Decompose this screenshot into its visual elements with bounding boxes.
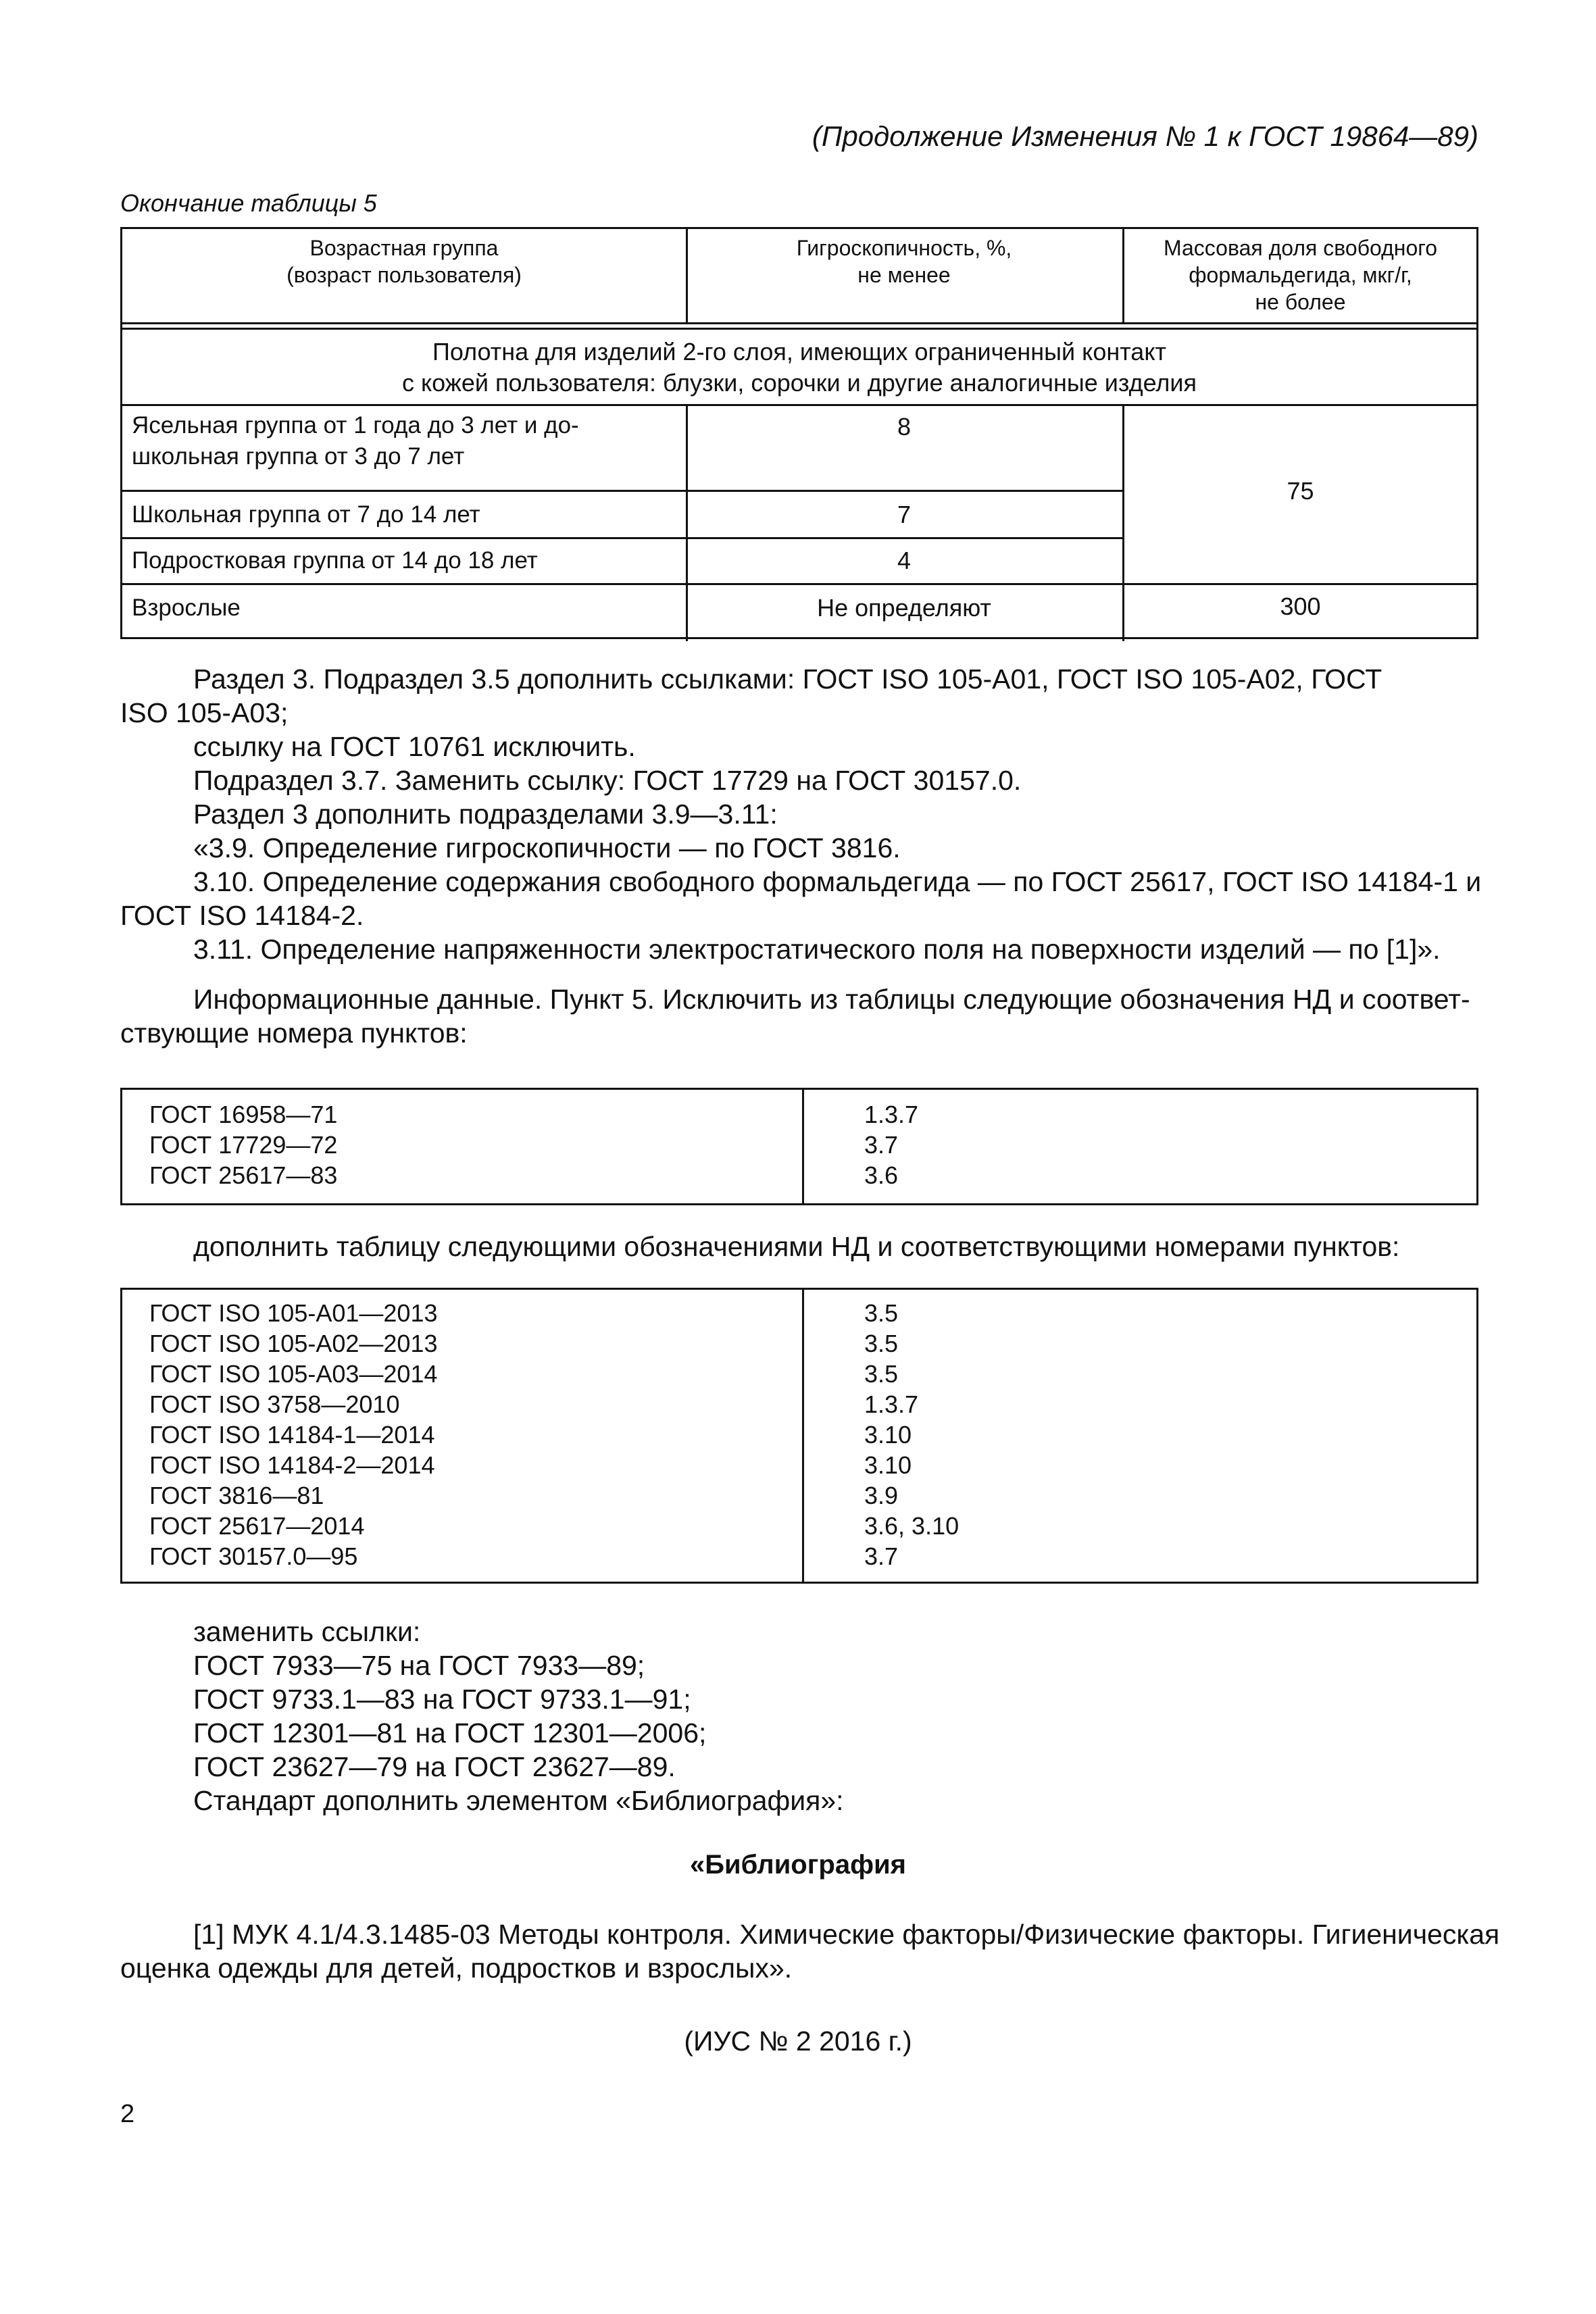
para-39: «3.9. Определение гигроскопичности — по ГОСТ 3816. <box>193 832 901 863</box>
page-number: 2 <box>120 2100 135 2128</box>
add-row-7-item: 3.9 <box>864 1482 899 1509</box>
header-age-group-line2: (возраст пользователя) <box>286 263 522 287</box>
add-row-6-item: 3.10 <box>864 1451 912 1479</box>
col-line-2-header <box>1122 229 1124 324</box>
add-row-2-doc: ГОСТ ISO 105-А02—2013 <box>149 1330 438 1357</box>
add-row-3-doc: ГОСТ ISO 105-А03—2014 <box>149 1360 438 1388</box>
header-hygro-line2: не менее <box>857 263 951 287</box>
header-form-line3: не более <box>1255 290 1346 314</box>
para-replace-refs: заменить ссылки: <box>193 1616 421 1647</box>
para-add-bibliography: Стандарт дополнить элементом «Библиография»: <box>193 1785 844 1816</box>
para-replace-12301: ГОСТ 12301—81 на ГОСТ 12301—2006; <box>193 1717 707 1749</box>
col-line-2-body <box>1122 404 1124 641</box>
table-caption: Окончание таблицы 5 <box>120 189 377 217</box>
header-hygroscopicity <box>686 229 1122 324</box>
add-row-2-item: 3.5 <box>864 1330 899 1357</box>
ius-note: (ИУС № 2 2016 г.) <box>684 2026 912 2057</box>
para-subsection-37: Подраздел 3.7. Заменить ссылку: ГОСТ 17729 на ГОСТ 30157.0. <box>193 765 1022 796</box>
exclude-references-table <box>120 1088 1478 1205</box>
exclude-row-2-item: 3.7 <box>864 1131 899 1159</box>
para-exclude-10761: ссылку на ГОСТ 10761 исключить. <box>193 731 636 762</box>
row-nursery-hygro: 8 <box>897 413 912 441</box>
row-adults-hygro: Не определяют <box>817 594 991 622</box>
exclude-row-1-item: 1.3.7 <box>864 1101 919 1128</box>
row-nursery-line1: Ясельная группа от 1 года до 3 лет и до- <box>132 412 579 438</box>
table-5-end <box>120 227 1478 639</box>
para-replace-9733: ГОСТ 9733.1—83 на ГОСТ 9733.1—91; <box>193 1684 691 1715</box>
section-row-line1: Полотна для изделий 2-го слоя, имеющих ограниченный контакт <box>432 338 1166 366</box>
merged-formaldehyde-cell: 75 <box>1287 477 1314 505</box>
add-row-8-item: 3.6, 3.10 <box>864 1512 959 1540</box>
exclude-row-1-doc: ГОСТ 16958—71 <box>149 1101 338 1128</box>
header-age-group-line1: Возрастная группа <box>309 236 499 260</box>
para-add-subsections: Раздел 3 дополнить подразделами 3.9—3.11: <box>193 799 778 830</box>
para-310-line2: ГОСТ ISO 14184-2. <box>120 900 364 931</box>
header-age-group <box>122 229 686 324</box>
exclude-table-column-divider <box>802 1090 804 1203</box>
header-hygro-line1: Гигроскопичность, %, <box>796 236 1012 260</box>
add-row-4-doc: ГОСТ ISO 3758—2010 <box>149 1390 400 1418</box>
add-row-5-item: 3.10 <box>864 1421 912 1449</box>
bibliography-entry-line1: [1] МУК 4.1/4.3.1485-03 Методы контроля. Химические факторы/Физические факторы. Гигиеническая <box>193 1919 1500 1950</box>
exclude-row-2-doc: ГОСТ 17729—72 <box>149 1131 338 1159</box>
add-row-3-item: 3.5 <box>864 1360 899 1388</box>
col-line-1-body <box>686 404 688 641</box>
section-row-line2: с кожей пользователя: блузки, сорочки и другие аналогичные изделия <box>401 369 1197 397</box>
para-replace-7933: ГОСТ 7933—75 на ГОСТ 7933—89; <box>193 1650 645 1681</box>
para-section3-line2: ISO 105-А03; <box>120 697 289 728</box>
row-school-group: Школьная группа от 7 до 14 лет <box>132 501 480 528</box>
add-row-9-doc: ГОСТ 30157.0—95 <box>149 1542 358 1570</box>
para-info-line1: Информационные данные. Пункт 5. Исключить из таблицы следующие обозначения НД и соответ- <box>193 984 1470 1015</box>
add-row-1-item: 3.5 <box>864 1299 899 1327</box>
add-row-7-doc: ГОСТ 3816—81 <box>149 1482 324 1509</box>
running-header: (Продолжение Изменения № 1 к ГОСТ 19864—89) <box>812 120 1478 152</box>
exclude-row-3-doc: ГОСТ 25617—83 <box>149 1161 338 1189</box>
add-row-4-item: 1.3.7 <box>864 1390 919 1418</box>
para-section3-line1: Раздел 3. Подраздел 3.5 дополнить ссылками: ГОСТ ISO 105-А01, ГОСТ ISO 105-А02, ГОСТ <box>193 663 1382 695</box>
row-nursery-group <box>132 410 679 478</box>
add-row-9-item: 3.7 <box>864 1542 899 1570</box>
add-row-8-doc: ГОСТ 25617—2014 <box>149 1512 365 1540</box>
header-form-line2: формальдегида, мкг/г, <box>1189 263 1412 287</box>
para-replace-23627: ГОСТ 23627—79 на ГОСТ 23627—89. <box>193 1751 676 1782</box>
row-teen-hygro: 4 <box>897 547 912 574</box>
col-line-1-header <box>686 229 688 324</box>
row-separator-1 <box>122 490 1122 492</box>
row-teen-group: Подростковая группа от 14 до 18 лет <box>132 547 538 574</box>
section-row <box>122 330 1476 404</box>
row-nursery-line2: школьная группа от 3 до 7 лет <box>132 443 465 470</box>
exclude-row-3-item: 3.6 <box>864 1161 899 1189</box>
header-formaldehyde <box>1122 229 1478 324</box>
row-school-hygro: 7 <box>897 501 912 528</box>
para-310-line1: 3.10. Определение содержания свободного формальдегида — по ГОСТ 25617, ГОСТ ISO 14184-1 и <box>193 866 1482 897</box>
para-add-to-table: дополнить таблицу следующими обозначениями НД и соответствующими номерами пунктов: <box>193 1231 1400 1262</box>
row-adults-group: Взрослые <box>132 595 241 621</box>
header-separator-a <box>122 322 1476 324</box>
add-row-1-doc: ГОСТ ISO 105-А01—2013 <box>149 1299 438 1327</box>
section-row-bottom <box>122 404 1476 406</box>
header-form-line1: Массовая доля свободного <box>1163 236 1438 260</box>
add-row-6-doc: ГОСТ ISO 14184-2—2014 <box>149 1451 435 1479</box>
add-references-table <box>120 1288 1478 1584</box>
row-adults-formaldehyde: 300 <box>1280 593 1321 620</box>
add-row-5-doc: ГОСТ ISO 14184-1—2014 <box>149 1421 435 1449</box>
para-311: 3.11. Определение напряженности электростатического поля на поверхности изделий — по [1]». <box>193 934 1441 965</box>
row-separator-2 <box>122 537 1122 539</box>
bibliography-title: «Библиография <box>690 1850 906 1880</box>
row-separator-3 <box>122 583 1476 585</box>
add-table-column-divider <box>802 1290 804 1582</box>
para-info-line2: ствующие номера пунктов: <box>120 1017 468 1049</box>
bibliography-entry-line2: оценка одежды для детей, подростков и взрослых». <box>120 1953 793 1984</box>
